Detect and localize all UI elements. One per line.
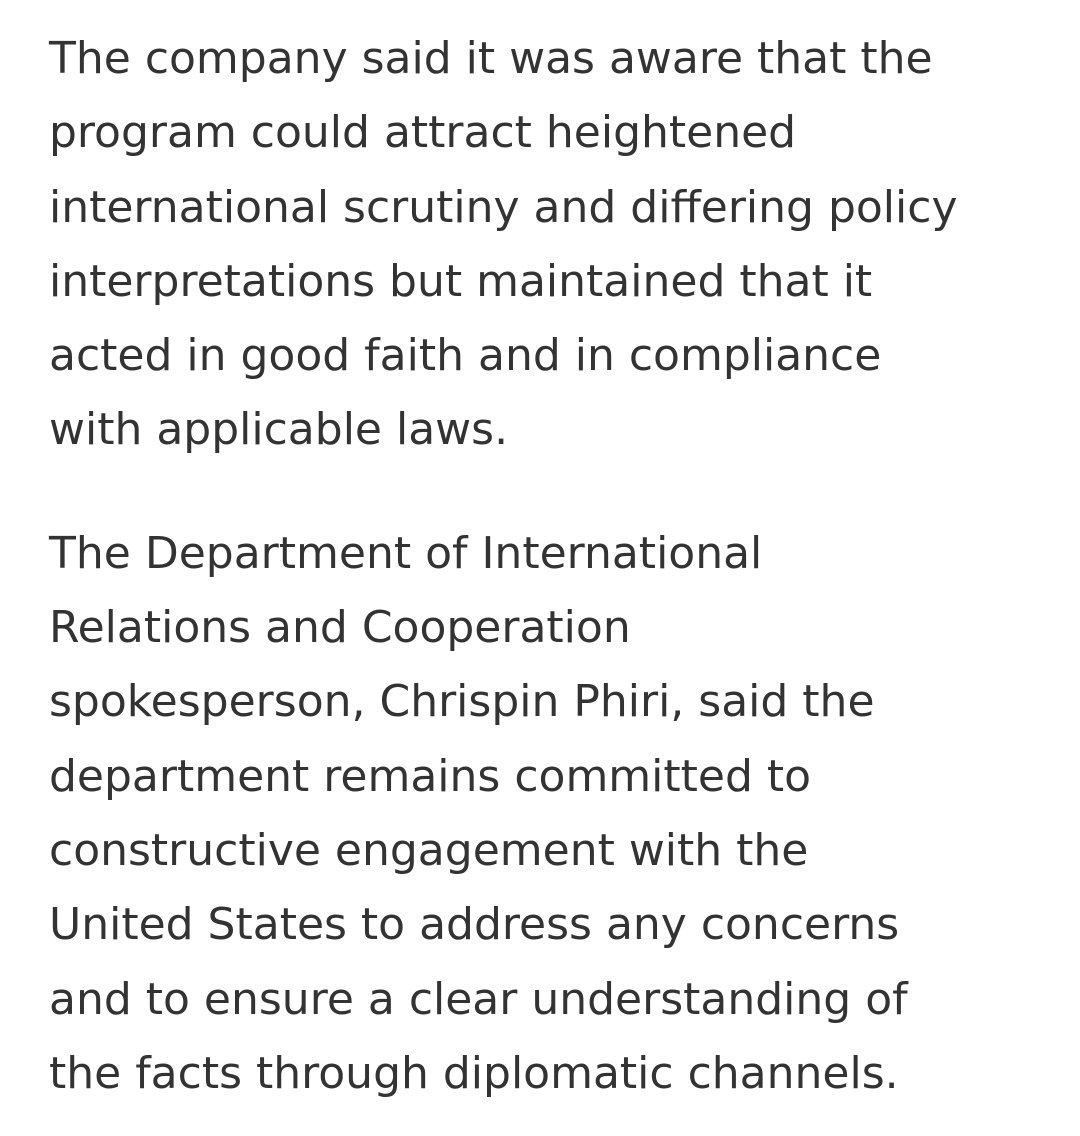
paragraph-line: constructive engagement with the bbox=[49, 824, 809, 876]
paragraph-line: spokesperson, Chrispin Phiri, said the bbox=[49, 676, 875, 728]
paragraph-line: international scrutiny and differing policy bbox=[49, 181, 958, 233]
paragraph-line: acted in good faith and in compliance bbox=[49, 330, 882, 382]
paragraph-line: department remains committed to bbox=[49, 750, 812, 802]
paragraph-line: Relations and Cooperation bbox=[49, 602, 631, 654]
paragraph-line: and to ensure a clear understanding of bbox=[49, 973, 908, 1025]
paragraph-line: United States to address any concerns bbox=[49, 899, 900, 951]
paragraph bbox=[49, 517, 1049, 1111]
paragraph-line: The company said it was aware that the bbox=[49, 33, 933, 84]
paragraph-line: with applicable laws. bbox=[49, 404, 509, 456]
paragraph-line: program could attract heightened bbox=[49, 107, 797, 159]
paragraph-line: interpretations but maintained that it bbox=[49, 255, 873, 307]
paragraph-line: the facts through diplomatic channels. bbox=[49, 1047, 899, 1099]
paragraph bbox=[49, 22, 1049, 468]
paragraph-line: The Department of International bbox=[49, 527, 763, 579]
article-body bbox=[49, 22, 1049, 1111]
